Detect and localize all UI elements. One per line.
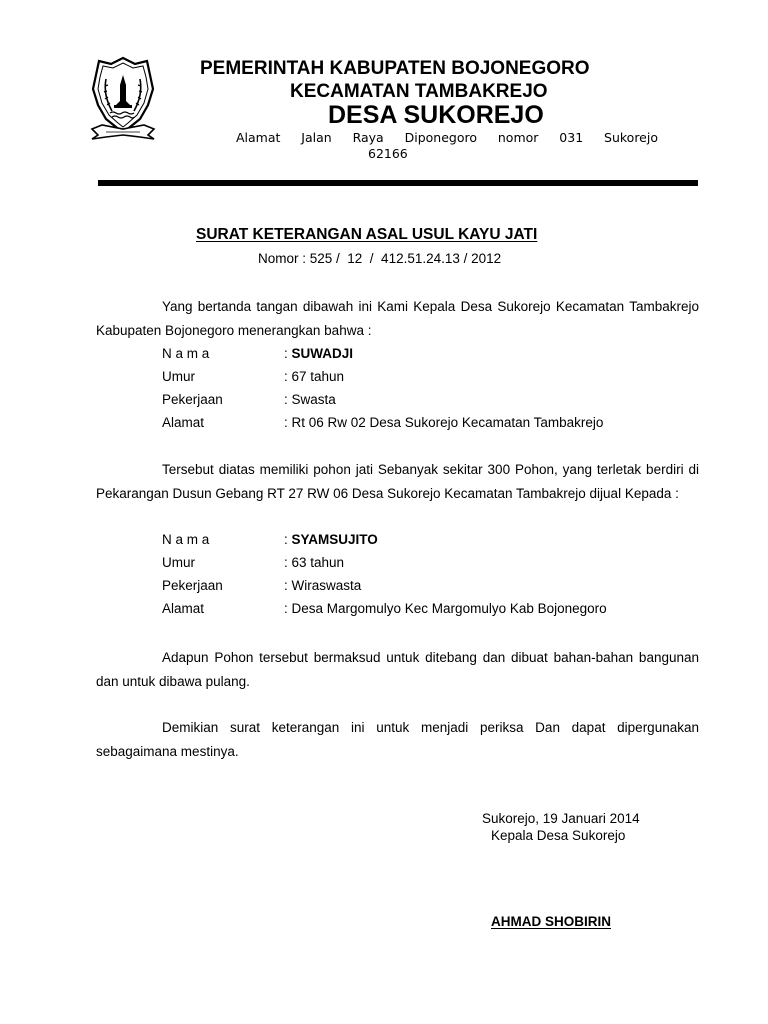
field-value: : Wiraswasta [284,578,362,593]
field-value: : 63 tahun [284,555,345,570]
field-value: : Swasta [284,392,336,407]
field-label: Pekerjaan [162,392,223,407]
statement-paragraph: Tersebut diatas memiliki pohon jati Sebanyak sekitar 300 Pohon, yang terletak berdiri di Pekarangan Dusun Gebang RT 27 RW 06 Desa Sukorejo Kecamatan Tambakrejo dijual Kepada : [96,462,699,501]
person2-name: SYAMSUJITO [291,532,378,547]
field-label: Pekerjaan [162,578,223,593]
closing-paragraph: Demikian surat keterangan ini untuk menjadi periksa Dan dapat dipergunakan sebagaimana mestinya. [96,720,699,759]
field-label: Alamat [162,601,205,616]
field-label: N a m a [162,346,210,361]
field-value: : Rt 06 Rw 02 Desa Sukorejo Kecamatan Tambakrejo [284,415,604,430]
letterhead-address: Alamat Jalan Raya Diponegoro nomor 031 Sukorejo [236,130,658,145]
field-value: : 67 tahun [284,369,345,384]
field-label: Umur [162,369,195,384]
letter-number: Nomor : 525 / 12 / 412.51.24.13 / 2012 [258,251,502,266]
letterhead-government: PEMERINTAH KABUPATEN BOJONEGORO [200,58,590,79]
signature-role: Kepala Desa Sukorejo [491,828,626,843]
field-label: Umur [162,555,195,570]
field-value: : Desa Margomulyo Kec Margomulyo Kab Bojonegoro [284,601,607,616]
letterhead-postal-code: 62166 [368,146,408,161]
letterhead-divider [98,180,698,186]
letterhead-village: DESA SUKOREJO [328,101,544,129]
field-label: Alamat [162,415,205,430]
field-value: : SUWADJI [284,346,354,361]
signature-name: AHMAD SHOBIRIN [491,914,611,929]
intro-paragraph: Yang bertanda tangan dibawah ini Kami Kepala Desa Sukorejo Kecamatan Tambakrejo Kabupaten Bojonegoro menerangkan bahwa : [96,299,699,338]
purpose-paragraph: Adapun Pohon tersebut bermaksud untuk ditebang dan dibuat bahan-bahan bangunan dan untuk dibawa pulang. [96,650,699,689]
letter-title: SURAT KETERANGAN ASAL USUL KAYU JATI [196,226,538,243]
field-value: : SYAMSUJITO [284,532,378,547]
field-label: N a m a [162,532,210,547]
bojonegoro-regency-emblem-icon [90,55,156,141]
letterhead-district: KECAMATAN TAMBAKREJO [290,81,548,102]
person1-name: SUWADJI [291,346,354,361]
signature-place-date: Sukorejo, 19 Januari 2014 [482,811,640,826]
